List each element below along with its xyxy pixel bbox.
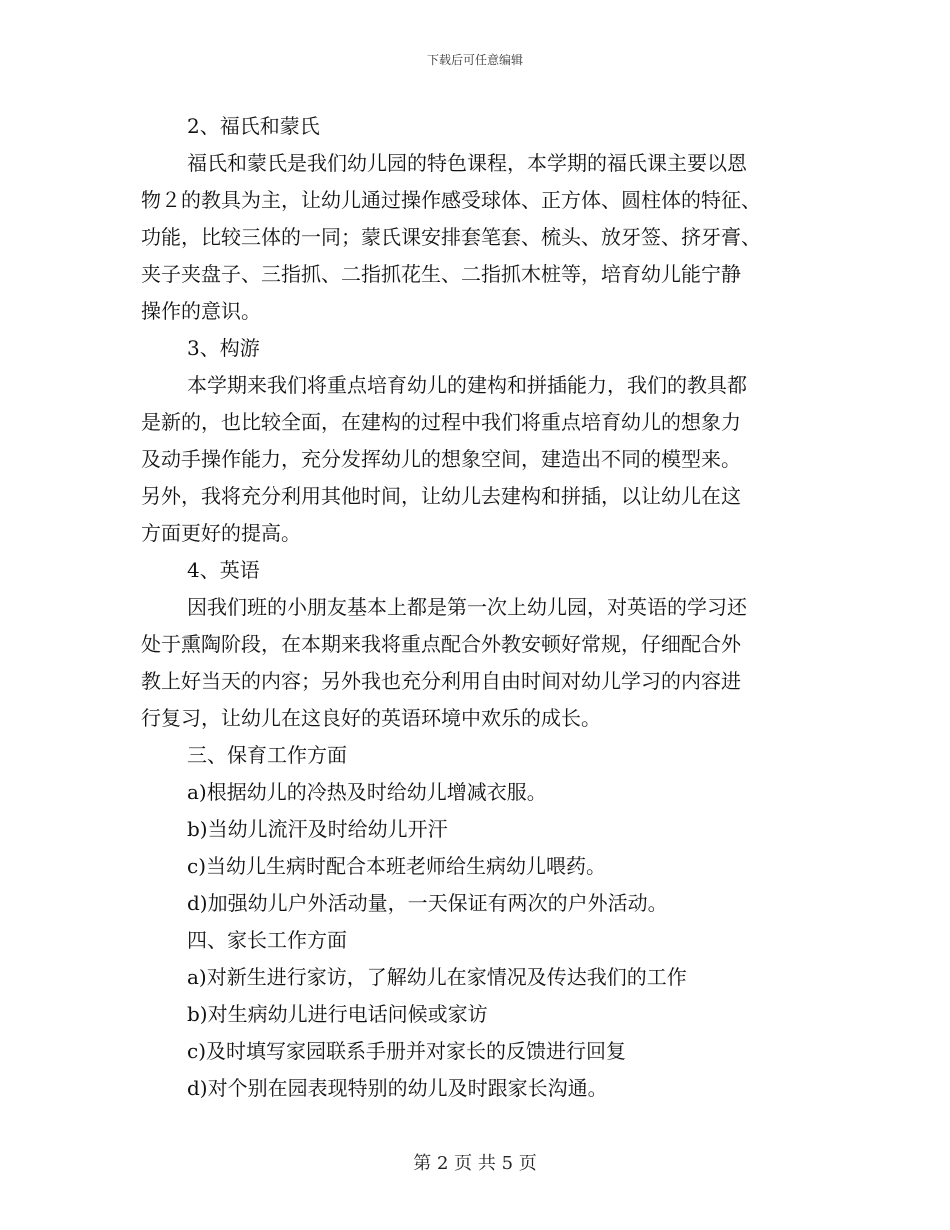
- section-heading-english: 4、英语: [187, 558, 260, 582]
- paragraph-line: 本学期来我们将重点培育幼儿的建构和拼插能力，我们的教具都: [187, 373, 747, 397]
- page-number-footer: 第 2 页 共 5 页: [413, 1153, 537, 1174]
- paragraph-line: 另外，我将充分利用其他时间，让幼儿去建构和拼插，以让幼儿在这: [141, 484, 741, 508]
- paragraph-line: 福氏和蒙氏是我们幼儿园的特色课程，本学期的福氏课主要以恩: [187, 151, 747, 175]
- paragraph-line: 功能，比较三体的一同；蒙氏课安排套笔套、梳头、放牙签、挤牙膏、: [141, 225, 761, 249]
- paragraph-line: 物２的教具为主，让幼儿通过操作感受球体、正方体、圆柱体的特征、: [141, 188, 761, 212]
- section-heading-fushi-mengshi: 2、福氏和蒙氏: [187, 114, 320, 138]
- paragraph-line: 因我们班的小朋友基本上都是第一次上幼儿园，对英语的学习还: [187, 595, 747, 619]
- paragraph-line: 教上好当天的内容；另外我也充分利用自由时间对幼儿学习的内容进: [141, 669, 741, 693]
- section-heading-parent-work: 四、家长工作方面: [187, 928, 347, 952]
- list-item: a)对新生进行家访，了解幼儿在家情况及传达我们的工作: [187, 965, 687, 989]
- list-item: c)当幼儿生病时配合本班老师给生病幼儿喂药。: [187, 854, 607, 878]
- paragraph-line: 操作的意识。: [141, 299, 261, 323]
- paragraph-line: 是新的，也比较全面，在建构的过程中我们将重点培育幼儿的想象力: [141, 410, 741, 434]
- section-heading-care-work: 三、保育工作方面: [187, 743, 347, 767]
- list-item: a)根据幼儿的冷热及时给幼儿增减衣服。: [187, 780, 547, 804]
- document-body: [141, 108, 813, 1107]
- list-item: b)对生病幼儿进行电话问候或家访: [187, 1002, 488, 1026]
- page-header: 下载后可任意编辑: [426, 53, 523, 67]
- paragraph-line: 夹子夹盘子、三指抓、二指抓花生、二指抓木桩等，培育幼儿能宁静: [141, 262, 741, 286]
- list-item: d)对个别在园表现特别的幼儿及时跟家长沟通。: [187, 1076, 608, 1100]
- paragraph-line: 及动手操作能力，充分发挥幼儿的想象空间，建造出不同的模型来。: [141, 447, 741, 471]
- paragraph-line: 方面更好的提高。: [141, 521, 301, 545]
- paragraph-line: 处于熏陶阶段，在本期来我将重点配合外教安顿好常规，仔细配合外: [141, 632, 741, 656]
- list-item: c)及时填写家园联系手册并对家长的反馈进行回复: [187, 1039, 627, 1063]
- section-heading-gouyou: 3、构游: [187, 336, 260, 360]
- paragraph-line: 行复习，让幼儿在这良好的英语环境中欢乐的成长。: [141, 706, 601, 730]
- list-item: d)加强幼儿户外活动量，一天保证有两次的户外活动。: [187, 891, 668, 915]
- list-item: b)当幼儿流汗及时给幼儿开汗: [187, 817, 448, 841]
